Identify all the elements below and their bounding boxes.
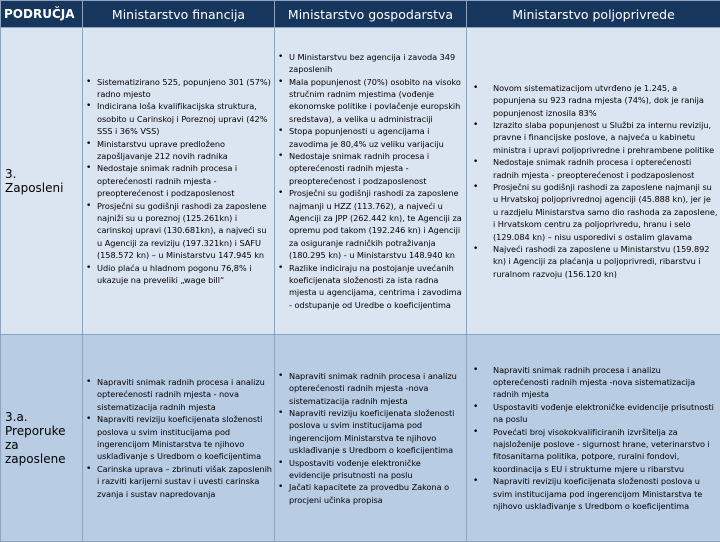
bullet-icon: • [278,370,283,382]
bullet-icon: • [473,181,478,193]
bullet-item [97,76,272,101]
bullet-item [493,364,718,401]
bullet-icon: • [473,364,478,376]
bullet-text: Najveći rashodi za zaposlene u Ministarstvu (159.892 kn) i Agenciji za plaćanja u poljoprivredi, ribarstvu i ruralnom razvoju (156.120 kn) [493,244,709,279]
bullet-text: Sistematizirano 525, popunjeno 301 (57%) radno mjesto [97,77,271,99]
bullet-item [493,156,718,181]
bullet-icon: • [473,82,478,94]
bullet-text: Izrazito slaba popunjenost u Službi za internu reviziju, pravne i financijske poslove, a najveća u kabinetu ministra i upravi poljoprivredne i prehrambene politike [493,120,714,155]
bullet-item [493,475,718,512]
bullet-text: Uspostaviti vođenje elektroničke evidencije prisutnosti na poslu [493,402,714,424]
bullet-icon: • [86,463,91,475]
header-areas: PODRUČJA [1,1,83,28]
bullet-item [289,262,464,312]
bullet-icon: • [473,156,478,168]
bullet-text: Povećati broj visokokvalificiranih izvršitelja za najsloženije poslove - sigurnost hrane, veterinarstvo i fitosanitarna politika, potpore, ruralni fondovi, koordinacija s EU i strukturne mjere u ribarstvu [493,427,710,474]
bullet-text: Carinska uprava – zbrinuti višak zaposlenih i razviti karijerni sustav i uvesti carinska zvanja i sustav napredovanja [97,464,272,499]
bullet-item [289,457,464,482]
row-employees [1,28,720,335]
bullet-icon: • [278,51,283,63]
bullet-item [97,138,272,163]
bullet-icon: • [278,407,283,419]
bullet-icon: • [278,125,283,137]
bullet-icon: • [278,76,283,88]
row-recommendations [1,335,720,542]
bullet-icon: • [86,200,91,212]
bullet-item [289,76,464,126]
bullet-icon: • [278,457,283,469]
cell-recommendations-finance [83,335,275,542]
bullet-text: Nedostaje snimak radnih procesa i opterećenosti radnih mjesta - preopterećenost i podzaposlenost [97,163,237,198]
bullet-item [289,125,464,150]
bullet-item [97,100,272,137]
bullet-item [97,162,272,199]
bullet-text: Prosječni su godišnji rashodi za zaposlene najmanji su u Hrvatskoj poljoprivrednoj agenciji (45.888 kn), jer je u razdjelu Ministarstva samo dio rashoda za zaposlene, i Hrvatskom centru za poljoprivredu, hranu i selo (129.084 kn) – nisu usporedivi s ostalim glavama [493,182,717,242]
bullet-item [493,401,718,426]
cell-employees-agriculture [467,28,720,335]
bullet-text: Udio plaća u hladnom pogonu 76,8% i ukazuje na preveliki „wage bill“ [97,263,251,285]
bullet-item [493,119,718,156]
bullet-item [289,370,464,407]
header-ministry-finance: Ministarstvo financija [83,1,275,28]
bullet-icon: • [278,150,283,162]
bullet-text: Napraviti snimak radnih procesa i analizu opterećenosti radnih mjesta -nova sistematizacija radnih mjesta [289,371,457,406]
bullet-text: Novom sistematizacijom utvrđeno je 1.245, a popunjena su 923 radna mjesta (74%), dok je ranija popunjenost iznosila 83% [493,83,704,118]
bullet-text: Napraviti snimak radnih procesa i analizu opterećenosti radnih mjesta -nova sistematizacija radnih mjesta [493,365,695,400]
bullet-item [97,413,272,463]
bullet-item [493,426,718,476]
bullet-text: Ministarstvu uprave predloženo zapošljavanje 212 novih radnika [97,139,228,161]
bullet-item [97,376,272,413]
bullet-text: Napraviti reviziju koeficijenata složenosti poslova u svim institucijama pod ingerencijom Ministarstva te njihovo usklađivanje s Uredbom o koeficijentima [97,414,262,461]
cell-employees-finance [83,28,275,335]
bullet-icon: • [86,162,91,174]
bullet-text: Stopa popunjenosti u agencijama i zavodima je 80,4% uz veliku varijaciju [289,126,444,148]
row-label-employees: 3. Zaposleni [1,28,83,335]
bullet-text: Nedostaje snimak radnih procesa i opterećenosti radnih mjesta - preopterećenost i podzaposlenost [493,157,694,179]
bullet-text: Prosječni su godišnji rashodi za zaposlene najmanji u HZZ (113.762), a najveći u Agenciji za JPP (262.442 kn), te Agenciji za opremu pod takom (192.246 kn) i Agenciji za osiguranje radničkih potraživanja (180.295 kn) - u Ministarstvu 148.940 kn [289,188,462,260]
bullet-item [97,200,272,262]
bullet-text: Nedostaje snimak radnih procesa i opterećenosti radnih mjesta - preopterećenost i podzaposlenost [289,151,429,186]
bullet-item [289,481,464,506]
bullet-text: Mala popunjenost (70%) osobito na visoko stručnim radnim mjestima (vođenje ekonomske politike i povlačenje europskih sredstava), a velika u administraciji [289,77,461,124]
bullet-icon: • [473,243,478,255]
header-ministry-agriculture: Ministarstvo poljoprivrede [467,1,720,28]
cell-recommendations-agriculture [467,335,720,542]
bullet-icon: • [86,376,91,388]
bullet-text: Napraviti snimak radnih procesa i analizu opterećenosti radnih mjesta - nova sistematizacija radnih mjesta [97,377,265,412]
bullet-text: Prosječni su godišnji rashodi za zaposlene najniži su u poreznoj (125.261kn) i carinskoj upravi (130.681kn), a najveći su u Agenciji za reviziju (197.321kn) i SAFU (158.572 kn) – u Ministarstvu 147.945 kn [97,201,267,261]
bullet-icon: • [473,426,478,438]
bullet-item [97,463,272,500]
bullet-icon: • [473,119,478,131]
header-row [1,1,720,28]
cell-recommendations-economy [275,335,467,542]
bullet-item [493,181,718,243]
bullet-icon: • [278,481,283,493]
bullet-icon: • [473,475,478,487]
row-label-recommendations: 3.a. Preporuke za zaposlene [1,335,83,542]
bullet-icon: • [86,76,91,88]
bullet-text: U Ministarstvu bez agencija i zavoda 349 zaposlenih [289,52,455,74]
bullet-icon: • [86,413,91,425]
bullet-text: Indicirana loša kvalifikacijska struktura, osobito u Carinskoj i Poreznoj upravi (42% SSS i 36% VSS) [97,101,267,136]
bullet-icon: • [86,138,91,150]
bullet-icon: • [473,401,478,413]
cell-employees-economy [275,28,467,335]
bullet-item [97,262,272,287]
bullet-item [493,82,718,119]
bullet-text: Razlike indiciraju na postojanje uvećanih koeficijenata složenosti za ista radna mjesta u agencijama, centrima i zavodima - odstupanje od Uredbe o koeficijentima [289,263,462,310]
bullet-item [493,243,718,280]
bullet-icon: • [278,187,283,199]
bullet-text: Jačati kapacitete za provedbu Zakona o procjeni učinka propisa [289,482,449,504]
bullet-text: Uspostaviti vođenje elektroničke evidencije prisutnosti na poslu [289,458,421,480]
bullet-icon: • [86,100,91,112]
header-ministry-economy: Ministarstvo gospodarstva [275,1,467,28]
bullet-icon: • [278,262,283,274]
bullet-item [289,150,464,187]
bullet-icon: • [86,262,91,274]
bullet-item [289,187,464,261]
bullet-item [289,407,464,457]
bullet-text: Napraviti reviziju koeficijenata složenosti poslova u svim institucijama pod ingerencijom Ministarstva te njihovo usklađivanje s Uredbom o koeficijentima [289,408,454,455]
bullet-text: Napraviti reviziju koeficijenata složenosti poslova u svim institucijama pod ingerencijom Ministarstva te njihovo usklađivanje s Uredbom o koeficijentima [493,476,702,511]
bullet-item [289,51,464,76]
